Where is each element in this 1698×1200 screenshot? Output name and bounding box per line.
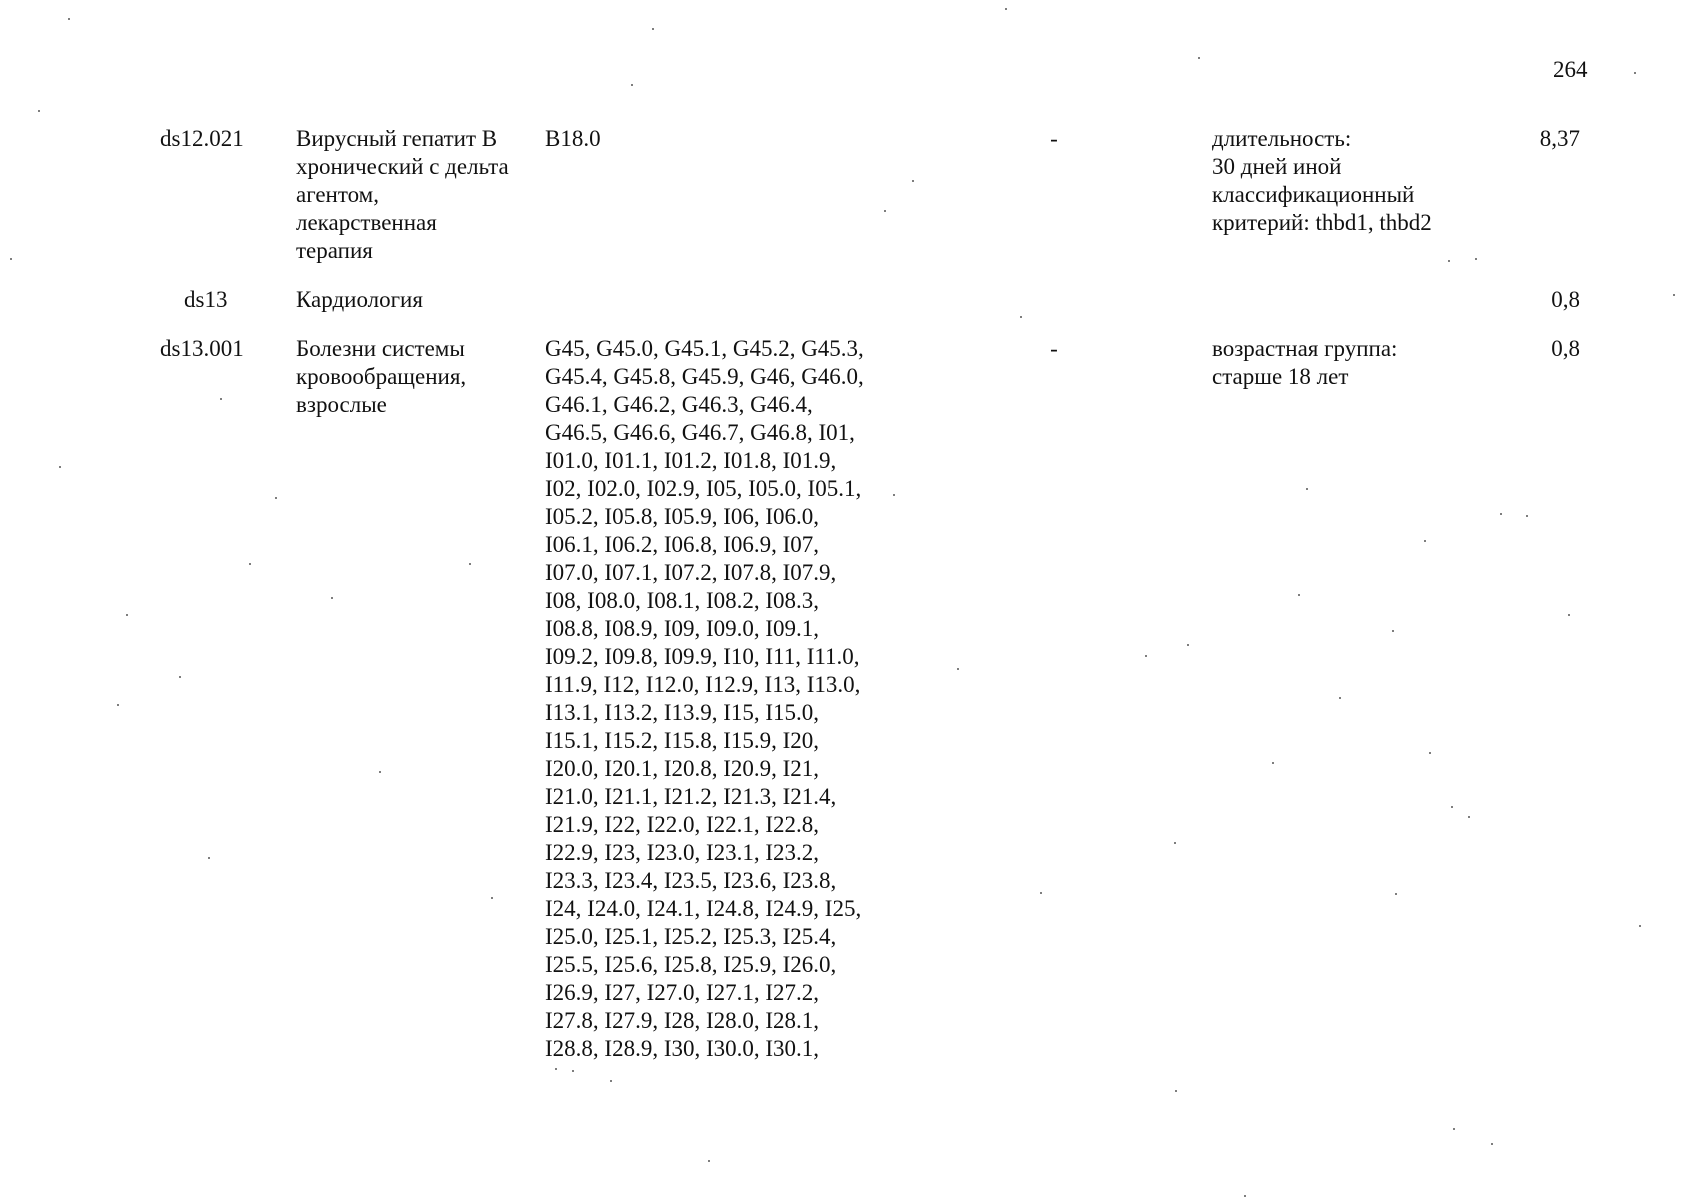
row-name: Вирусный гепатит В хронический с дельта агентом, лекарственная терапия xyxy=(296,126,509,263)
row-dash: - xyxy=(1050,126,1058,151)
row-icd-codes: G45, G45.0, G45.1, G45.2, G45.3, G45.4, G45.8, G45.9, G46, G46.0, G46.1, G46.2, G46.3, G46.4, G46.5, G46.6, G46.7, G46.8, I01, I01.0, I01.1, I01.2, I01.8, I01.9, I02, I02.0, I02.9, I05, I05.0, I05.1, I05.2, I05.8, I05.9, I06, I06.0, I06.1, I06.2, I06.8, I06.9, I07, I07.0, I07.1, I07.2, I07.8, I07.9, I08, I08.0, I08.1, I08.2, I08.3, I08.8, I08.9, I09, I09.0, I09.1, I09.2, I09.8, I09.9, I10, I11, I11.0, I11.9, I12, I12.0, I12.9, I13, I13.0, I13.1, I13.2, I13.9, I15, I15.0, I15.1, I15.2, I15.8, I15.9, I20, I20.0, I20.1, I20.8, I20.9, I21, I21.0, I21.1, I21.2, I21.3, I21.4, I21.9, I22, I22.0, I22.1, I22.8, I22.9, I23, I23.0, I23.1, I23.2, I23.3, I23.4, I23.5, I23.6, I23.8, I24, I24.0, I24.1, I24.8, I24.9, I25, I25.0, I25.1, I25.2, I25.3, I25.4, I25.5, I25.6, I25.8, I25.9, I26.0, I26.9, I27, I27.0, I27.1, I27.2, I27.8, I27.9, I28, I28.0, I28.1, I28.8, I28.9, I30, I30.0, I30.1, xyxy=(545,336,864,1061)
row-coefficient: 8,37 xyxy=(1539,126,1580,151)
page-number: 264 xyxy=(1553,57,1588,82)
section-coefficient: 0,8 xyxy=(1551,287,1580,312)
section-code: ds13 xyxy=(184,287,228,312)
row-criteria: длительность: 30 дней иной классификационный критерий: thbd1, thbd2 xyxy=(1212,126,1432,235)
row-criteria: возрастная группа: старше 18 лет xyxy=(1212,336,1398,389)
row-icd-codes: B18.0 xyxy=(545,126,601,151)
row-dash: - xyxy=(1050,336,1058,361)
row-coefficient: 0,8 xyxy=(1551,336,1580,361)
row-code: ds12.021 xyxy=(160,126,244,151)
row-code: ds13.001 xyxy=(160,336,244,361)
section-name: Кардиология xyxy=(296,287,423,312)
row-name: Болезни системы кровообращения, взрослые xyxy=(296,336,467,417)
